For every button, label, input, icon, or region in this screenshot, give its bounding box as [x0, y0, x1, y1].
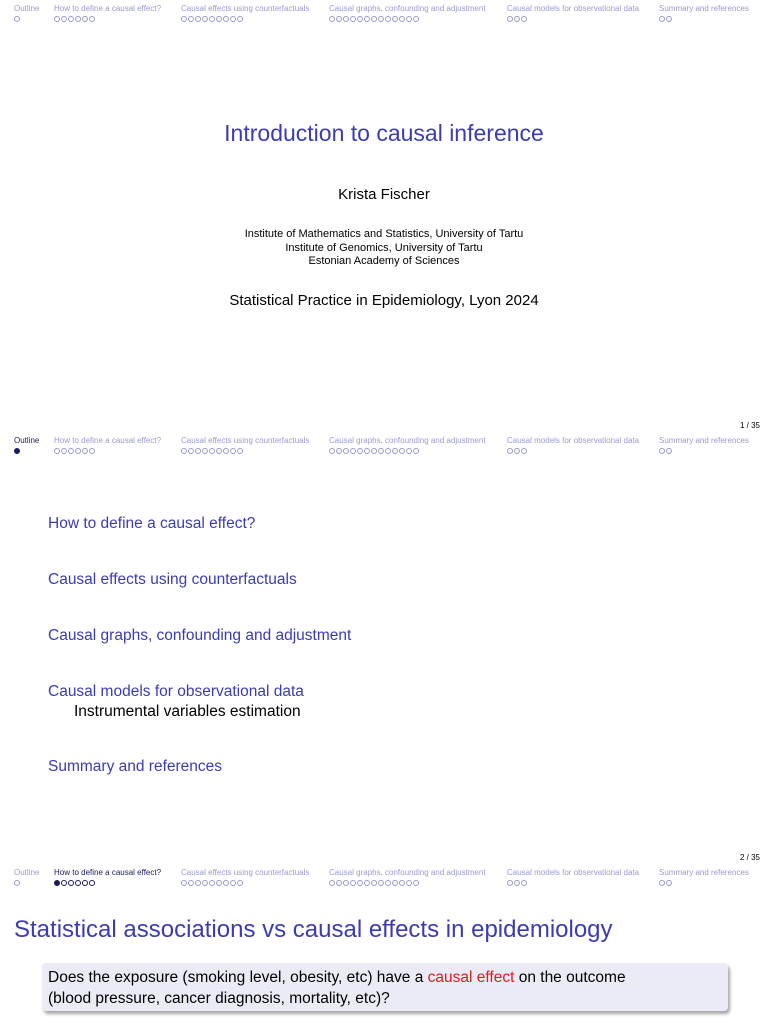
nav-dot[interactable] [195, 16, 201, 22]
nav-dot[interactable] [329, 880, 335, 886]
nav-dot[interactable] [75, 448, 81, 454]
nav-dot[interactable] [336, 16, 342, 22]
nav-dot[interactable] [237, 880, 243, 886]
nav-dot[interactable] [329, 448, 335, 454]
nav-dot[interactable] [188, 16, 194, 22]
nav-dot[interactable] [371, 448, 377, 454]
nav-dot[interactable] [392, 448, 398, 454]
nav-dot[interactable] [514, 880, 520, 886]
nav-dot[interactable] [202, 448, 208, 454]
nav-section-title: Causal models for observational data [507, 436, 640, 445]
nav-dot[interactable] [399, 880, 405, 886]
affiliation-line: Institute of Mathematics and Statistics, University of Tartu [244, 228, 524, 240]
nav-dot[interactable] [188, 880, 194, 886]
nav-dot[interactable] [385, 880, 391, 886]
nav-dots [181, 447, 309, 455]
nav-section-counterfactuals[interactable] [181, 4, 309, 23]
nav-section-title: Causal effects using counterfactuals [181, 436, 310, 445]
nav-dot[interactable] [195, 880, 201, 886]
nav-dot[interactable] [413, 880, 419, 886]
nav-dot[interactable] [392, 16, 398, 22]
nav-section-title: Outline [14, 868, 40, 877]
nav-dot[interactable] [357, 448, 363, 454]
nav-dot[interactable] [336, 448, 342, 454]
nav-dot[interactable] [61, 880, 67, 886]
nav-dots [507, 447, 639, 455]
nav-dot[interactable] [209, 448, 215, 454]
nav-dot[interactable] [68, 448, 74, 454]
nav-section-define[interactable] [54, 436, 161, 455]
nav-section-title: Causal models for observational data [507, 868, 640, 877]
nav-dot[interactable] [521, 16, 527, 22]
nav-dot[interactable] [68, 16, 74, 22]
nav-section-title: Outline [14, 436, 40, 445]
nav-dot[interactable] [378, 448, 384, 454]
nav-dot[interactable] [413, 448, 419, 454]
nav-dots [329, 15, 486, 23]
nav-dot[interactable] [61, 448, 67, 454]
nav-section-title: Summary and references [659, 868, 749, 877]
nav-dot[interactable] [188, 448, 194, 454]
question-block [42, 963, 728, 1011]
author-name: Krista Fischer [338, 186, 430, 203]
nav-dots [507, 879, 639, 887]
nav-dot[interactable] [385, 16, 391, 22]
nav-dot[interactable] [68, 880, 74, 886]
nav-dot[interactable] [343, 880, 349, 886]
frame-title: Statistical associations vs causal effects in epidemiology [14, 916, 613, 943]
nav-dot[interactable] [659, 16, 665, 22]
nav-dots [329, 879, 486, 887]
nav-dots [659, 447, 749, 455]
nav-section-graphs[interactable] [329, 4, 486, 23]
nav-dot[interactable] [364, 880, 370, 886]
nav-section-title: Outline [14, 4, 40, 13]
nav-dots [14, 879, 39, 887]
nav-dot[interactable] [406, 448, 412, 454]
nav-section-title: How to define a causal effect? [54, 4, 162, 13]
navbar [0, 868, 768, 890]
nav-dot[interactable] [378, 16, 384, 22]
page-number: 1 / 35 [739, 421, 760, 430]
nav-dot[interactable] [237, 448, 243, 454]
nav-dot[interactable] [521, 448, 527, 454]
affiliations [0, 228, 768, 269]
nav-dot[interactable] [659, 448, 665, 454]
nav-section-title: Causal models for observational data [507, 4, 640, 13]
nav-dot[interactable] [357, 16, 363, 22]
nav-dot[interactable] [230, 880, 236, 886]
nav-dot[interactable] [357, 880, 363, 886]
nav-dot[interactable] [350, 448, 356, 454]
nav-dot[interactable] [75, 880, 81, 886]
nav-dots [659, 15, 749, 23]
nav-dot[interactable] [54, 16, 60, 22]
nav-section-summary[interactable] [659, 868, 749, 887]
nav-dots [181, 879, 309, 887]
nav-dot[interactable] [399, 16, 405, 22]
nav-dot[interactable] [181, 880, 187, 886]
nav-section-outline[interactable] [14, 436, 39, 455]
nav-dot[interactable] [209, 880, 215, 886]
nav-section-counterfactuals[interactable] [181, 868, 309, 887]
outline-item-define[interactable]: How to define a causal effect? [48, 515, 256, 532]
presentation-title: Introduction to causal inference [224, 120, 544, 146]
nav-dot[interactable] [230, 448, 236, 454]
navbar [0, 436, 768, 458]
nav-dots [329, 447, 486, 455]
nav-dot[interactable] [75, 16, 81, 22]
nav-section-outline[interactable] [14, 4, 39, 23]
nav-dot[interactable] [89, 16, 95, 22]
nav-section-models[interactable] [507, 4, 639, 23]
nav-section-title: Causal effects using counterfactuals [181, 868, 310, 877]
nav-dots [54, 15, 161, 23]
nav-dot[interactable] [413, 16, 419, 22]
nav-dot-current[interactable] [54, 880, 60, 886]
nav-dot[interactable] [202, 16, 208, 22]
nav-section-title: Causal graphs, confounding and adjustment [329, 436, 486, 445]
nav-section-title: How to define a causal effect? [54, 868, 162, 877]
nav-dot[interactable] [223, 880, 229, 886]
nav-section-title: How to define a causal effect? [54, 436, 162, 445]
nav-dot[interactable] [666, 16, 672, 22]
nav-section-title: Summary and references [659, 436, 749, 445]
nav-dot[interactable] [82, 448, 88, 454]
nav-dot[interactable] [216, 448, 222, 454]
nav-dot[interactable] [223, 448, 229, 454]
nav-section-graphs[interactable] [329, 868, 486, 887]
nav-dots [181, 15, 309, 23]
nav-dot[interactable] [507, 16, 513, 22]
nav-dots [14, 15, 39, 23]
nav-dot[interactable] [371, 880, 377, 886]
outline-item-models[interactable]: Causal models for observational data [48, 683, 304, 700]
nav-dot-current[interactable] [14, 448, 20, 454]
nav-dots [659, 879, 749, 887]
nav-section-models[interactable] [507, 868, 639, 887]
nav-dot[interactable] [181, 16, 187, 22]
nav-dot[interactable] [336, 880, 342, 886]
slide-2 [0, 432, 768, 864]
nav-dot[interactable] [54, 448, 60, 454]
nav-dot[interactable] [378, 880, 384, 886]
outline-item-graphs[interactable]: Causal graphs, confounding and adjustment [48, 627, 352, 644]
nav-dot[interactable] [659, 880, 665, 886]
nav-dot[interactable] [181, 448, 187, 454]
affiliation-line: Institute of Genomics, University of Tartu [285, 241, 483, 254]
nav-dot[interactable] [507, 448, 513, 454]
nav-dot[interactable] [364, 448, 370, 454]
nav-section-title: Causal effects using counterfactuals [181, 4, 310, 13]
nav-dot[interactable] [61, 16, 67, 22]
nav-section-define[interactable] [54, 4, 161, 23]
question-text-line2: (blood pressure, cancer diagnosis, mortality, etc)? [48, 990, 390, 1007]
slide-1 [0, 0, 768, 432]
nav-dot[interactable] [82, 880, 88, 886]
nav-section-summary[interactable] [659, 436, 749, 455]
nav-dot[interactable] [514, 448, 520, 454]
nav-section-title: Summary and references [659, 4, 749, 13]
nav-dot[interactable] [371, 16, 377, 22]
nav-dot[interactable] [364, 16, 370, 22]
nav-dot[interactable] [350, 16, 356, 22]
nav-dot[interactable] [209, 16, 215, 22]
event-name: Statistical Practice in Epidemiology, Lyon 2024 [229, 292, 539, 309]
nav-dot[interactable] [666, 880, 672, 886]
outline-item-counterfactuals[interactable]: Causal effects using counterfactuals [48, 571, 297, 588]
outline-list [48, 514, 728, 777]
nav-dot[interactable] [14, 16, 20, 22]
nav-dot[interactable] [195, 448, 201, 454]
nav-section-define[interactable] [54, 868, 161, 887]
nav-section-counterfactuals[interactable] [181, 436, 309, 455]
nav-section-title: Causal graphs, confounding and adjustment [329, 4, 486, 13]
nav-dot[interactable] [521, 880, 527, 886]
nav-dots [507, 15, 639, 23]
nav-dot[interactable] [406, 880, 412, 886]
nav-dot[interactable] [89, 880, 95, 886]
nav-dot[interactable] [399, 448, 405, 454]
nav-dot[interactable] [14, 880, 20, 886]
nav-dot[interactable] [202, 880, 208, 886]
question-text-part: on the outcome [514, 969, 626, 986]
navbar [0, 4, 768, 26]
nav-dot[interactable] [343, 448, 349, 454]
nav-dot[interactable] [350, 880, 356, 886]
nav-dot[interactable] [230, 16, 236, 22]
nav-dot[interactable] [329, 16, 335, 22]
nav-dot[interactable] [82, 16, 88, 22]
nav-section-graphs[interactable] [329, 436, 486, 455]
slide-3 [0, 864, 768, 1024]
nav-dots [54, 879, 161, 887]
causal-effect-highlight: causal effect [427, 969, 515, 986]
question-text [42, 963, 728, 1013]
question-text-part: Does the exposure (smoking level, obesity, etc) have a [48, 969, 428, 986]
nav-dots [14, 447, 39, 455]
nav-dot[interactable] [89, 448, 95, 454]
nav-section-summary[interactable] [659, 4, 749, 23]
nav-dot[interactable] [216, 880, 222, 886]
nav-dots [54, 447, 161, 455]
nav-dot[interactable] [514, 16, 520, 22]
nav-section-outline[interactable] [14, 868, 39, 887]
nav-dot[interactable] [392, 880, 398, 886]
nav-dot[interactable] [216, 16, 222, 22]
nav-dot[interactable] [406, 16, 412, 22]
nav-dot[interactable] [666, 448, 672, 454]
nav-dot[interactable] [343, 16, 349, 22]
affiliation-line: Estonian Academy of Sciences [308, 255, 460, 267]
outline-item-summary[interactable]: Summary and references [48, 758, 223, 775]
page-number: 2 / 35 [739, 853, 760, 862]
nav-section-title: Causal graphs, confounding and adjustment [329, 868, 486, 877]
nav-section-models[interactable] [507, 436, 639, 455]
nav-dot[interactable] [223, 16, 229, 22]
nav-dot[interactable] [507, 880, 513, 886]
nav-dot[interactable] [237, 16, 243, 22]
nav-dot[interactable] [385, 448, 391, 454]
outline-subitem-iv[interactable]: Instrumental variables estimation [74, 703, 301, 720]
